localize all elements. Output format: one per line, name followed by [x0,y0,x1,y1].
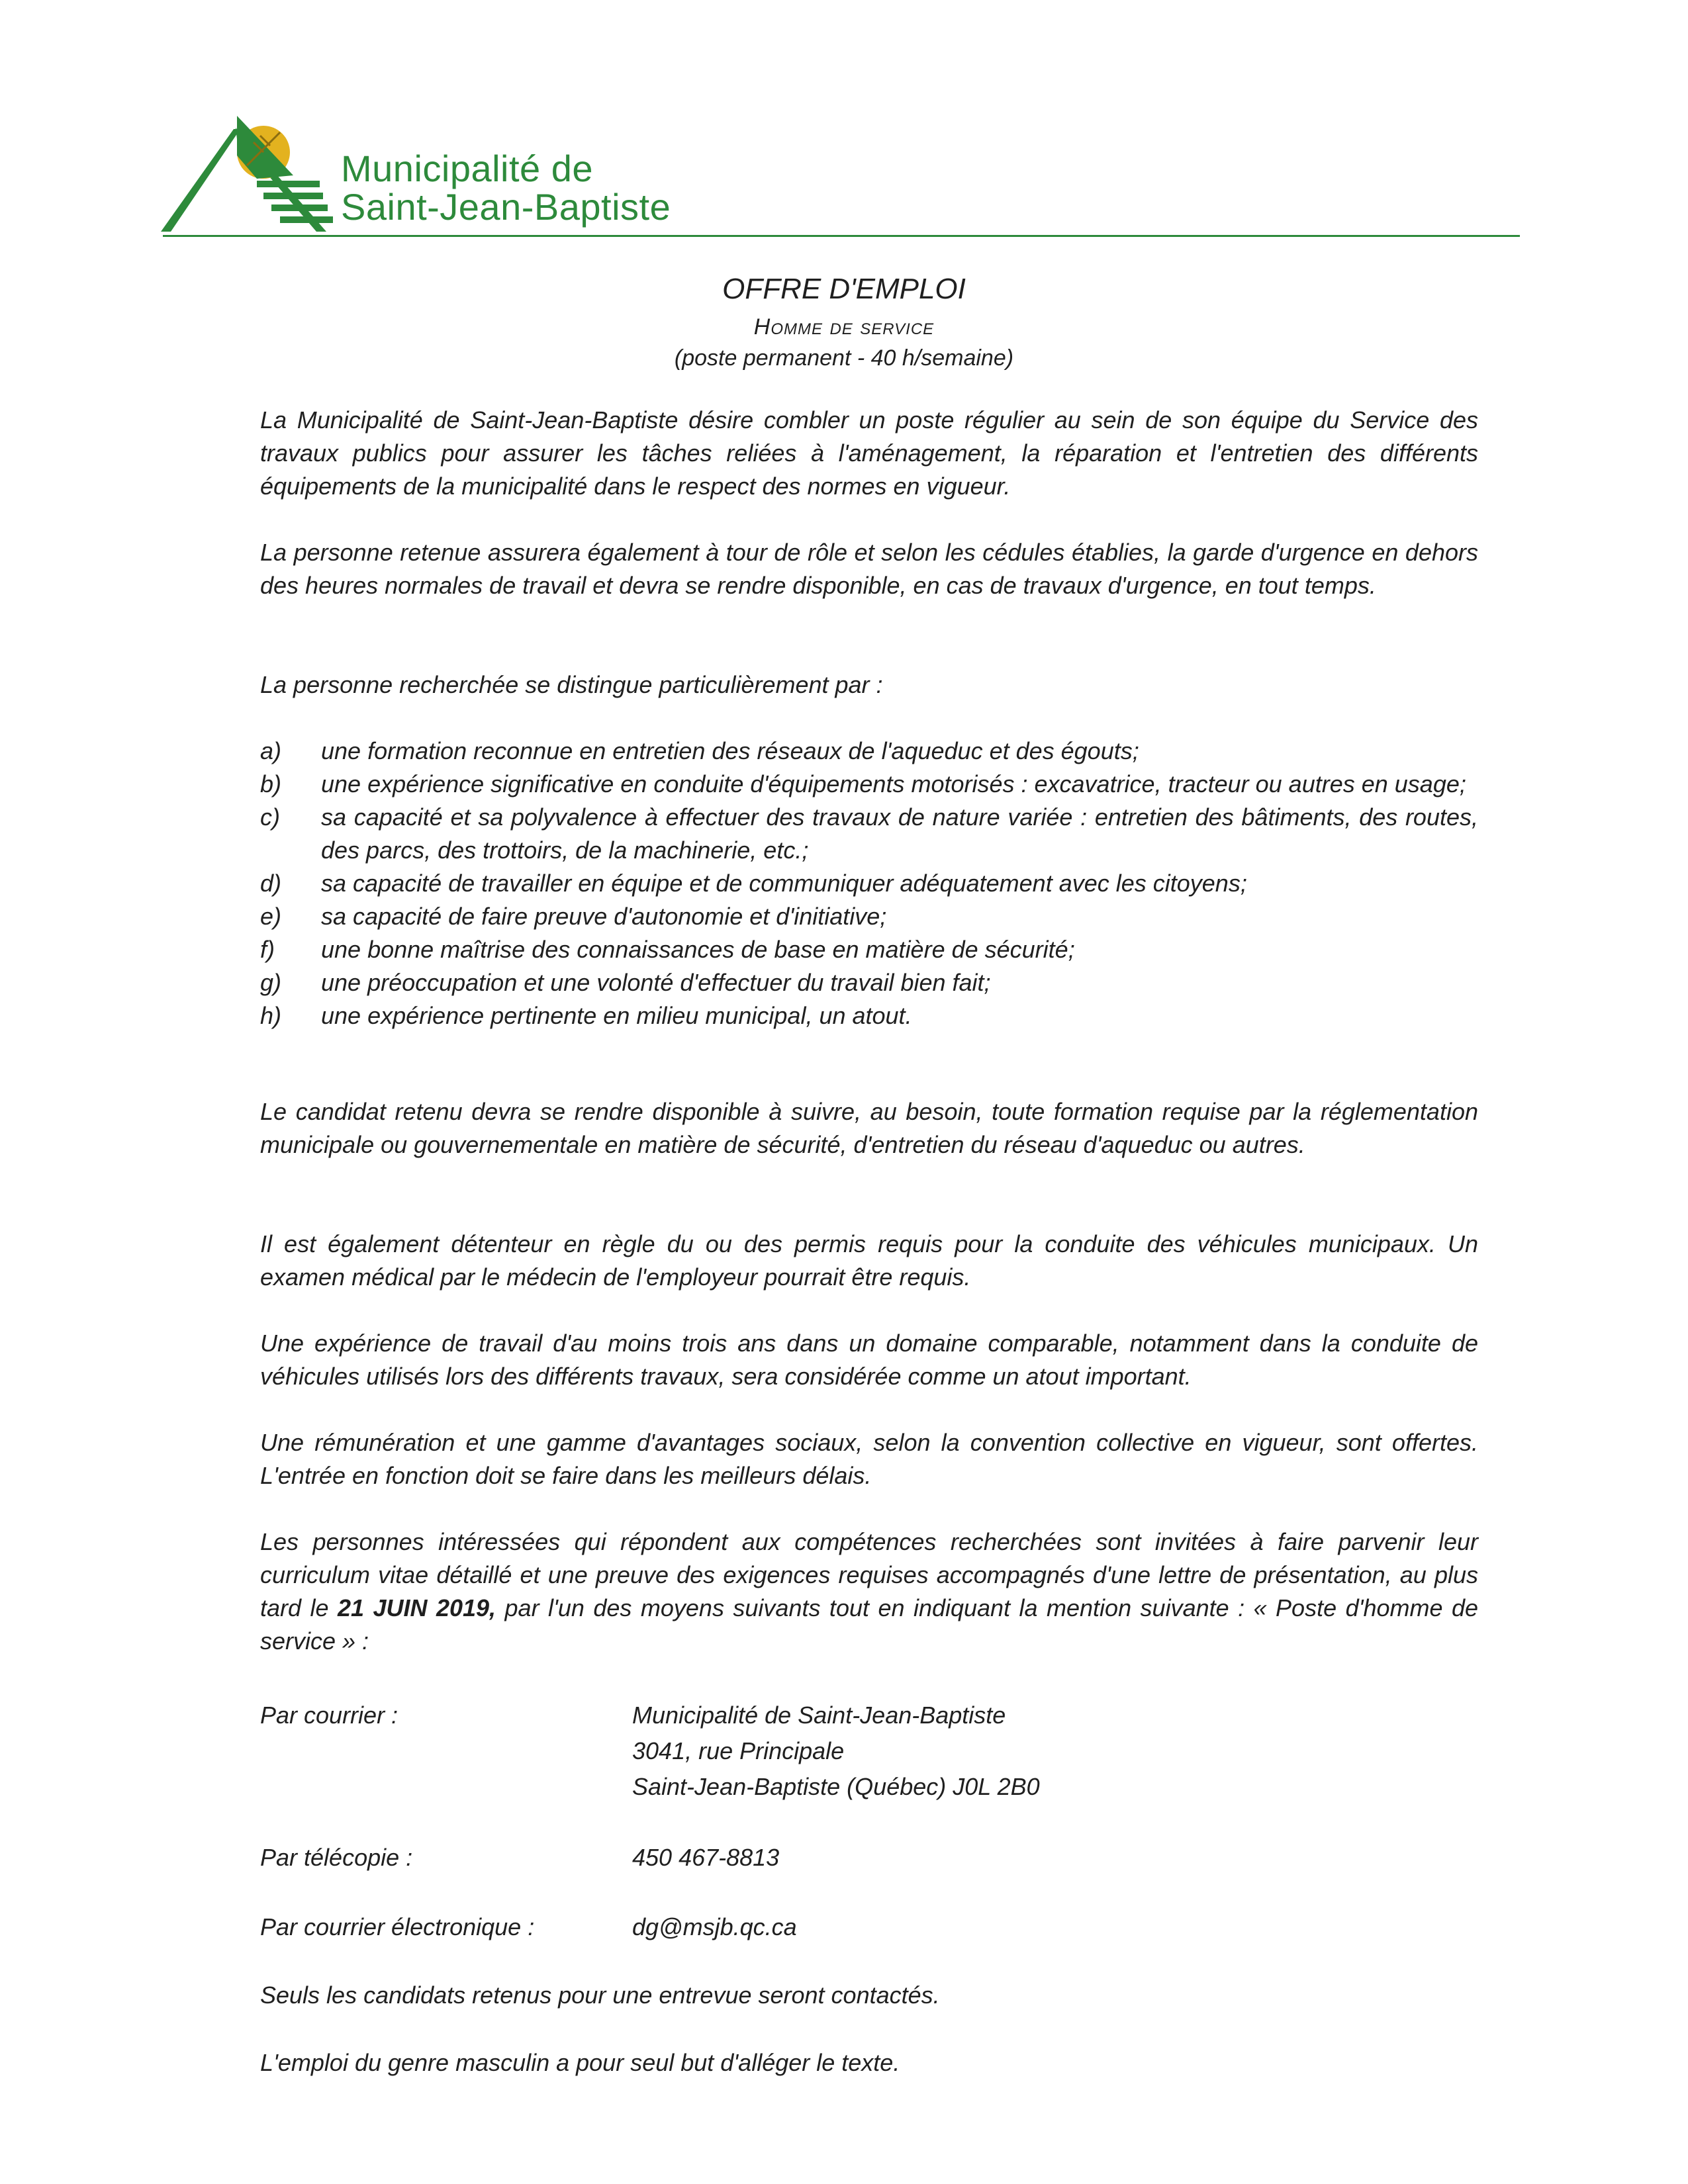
email-address: dg@msjb.qc.ca [632,1913,797,1940]
permits-paragraph: Il est également détenteur en règle du ou des permis requis pour la conduite des véhicules municipaux. Un examen médical par le médecin de l'employeur pourrait être requis. [260,1230,1478,1291]
list-item: b) une expérience significative en conduite d'équipements motorisés : excavatrice, tracteur ou autres en usage; [260,770,1466,797]
remuneration-paragraph: Une rémunération et une gamme d'avantages sociaux, selon la convention collective en vigueur, sont offertes. L'entrée en fonction doit se faire dans les meilleurs délais. [260,1429,1478,1489]
list-item: h) une expérience pertinente en milieu municipal, un atout. [260,1002,912,1029]
qualities-intro: La personne recherchée se distingue particulièrement par : [260,671,883,698]
municipality-name-line1: Municipalité de [341,148,594,189]
intro-paragraph: La Municipalité de Saint-Jean-Baptiste désire combler un poste régulier au sein de son équipe du Service des travaux publics pour assurer les tâches reliées à l'aménagement, la réparation et l'entretien des différents équipements de la municipalité dans le respect des normes en vigueur. [260,406,1478,500]
list-item: e) sa capacité de faire preuve d'autonomie et d'initiative; [260,903,887,930]
position-details: (poste permanent - 40 h/semaine) [674,345,1014,371]
email-label: Par courrier électronique : [260,1913,535,1940]
on-call-paragraph: La personne retenue assurera également à tour de rôle et selon les cédules établies, la garde d'urgence en dehors des heures normales de travail et devra se rendre disponible, en cas de travaux d'urgence, en tout temps. [260,539,1478,599]
document-title: OFFRE D'EMPLOI [722,273,966,305]
qualities-list [260,735,1478,1032]
list-item: g) une préoccupation et une volonté d'effectuer du travail bien fait; [260,969,991,996]
header-divider [163,235,1520,237]
municipality-name-line2: Saint-Jean-Baptiste [341,186,671,228]
experience-paragraph: Une expérience de travail d'au moins trois ans dans un domaine comparable, notamment dans la conduite de véhicules utilisés lors des différents travaux, sera considérée comme un atout important. [260,1330,1478,1390]
fax-number: 450 467-8813 [632,1844,780,1871]
contacted-note: Seuls les candidats retenus pour une entrevue seront contactés. [260,1981,940,2009]
position-title: Homme de service [753,314,935,340]
mail-label: Par courrier : [260,1702,399,1729]
training-paragraph: Le candidat retenu devra se rendre disponible à suivre, au besoin, toute formation requise par la réglementation municipale ou gouvernementale en matière de sécurité, d'entretien du réseau d'aqueduc ou autres. [260,1098,1478,1158]
mail-address: Municipalité de Saint-Jean-Baptiste 3041, rue Principale Saint-Jean-Baptiste (Québec) J0L 2B0 [632,1702,1040,1800]
list-item: c) sa capacité et sa polyvalence à effectuer des travaux de nature variée : entretien des bâtiments, des routes, des parcs, des trottoirs, de la machinerie, etc.; [260,803,1478,864]
application-deadline: 21 JUIN 2019, [337,1594,496,1621]
list-item: d) sa capacité de travailler en équipe et de communiquer adéquatement avec les citoyens; [260,870,1247,897]
fax-label: Par télécopie : [260,1844,413,1871]
list-item: f) une bonne maîtrise des connaissances de base en matière de sécurité; [260,936,1075,963]
application-paragraph: Les personnes intéressées qui répondent aux compétences recherchées sont invitées à faire parvenir leur curriculum vitae détaillé et une preuve des exigences requises accompagnés d'une lettre de présentation, au plus tard le 21 JUIN 2019, par l'un des moyens suivants tout en indiquant la mention suivante : « Poste d'homme de service » : [260,1528,1479,1655]
list-item: a) une formation reconnue en entretien des réseaux de l'aqueduc et des égouts; [260,737,1139,764]
gender-note: L'emploi du genre masculin a pour seul but d'alléger le texte. [260,2049,900,2076]
